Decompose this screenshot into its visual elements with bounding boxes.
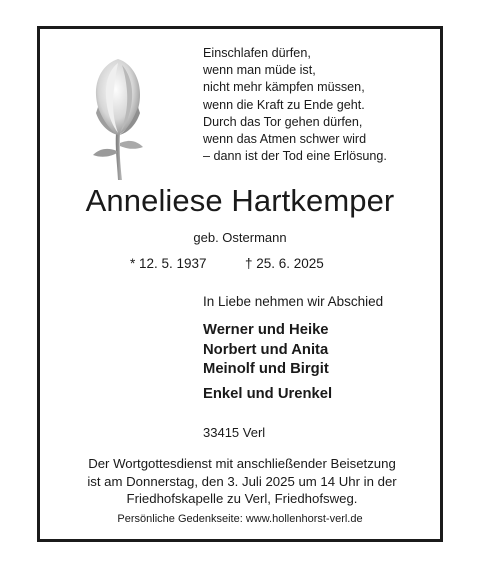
deceased-name: Anneliese Hartkemper xyxy=(85,183,395,218)
mourner-entry: Norbert und Anita xyxy=(203,341,329,358)
grandchildren: Enkel und Urenkel xyxy=(203,386,333,402)
birth-date: * 12. 5. 1937 xyxy=(130,256,207,271)
poem-line: wenn die Kraft zu Ende geht. xyxy=(203,97,365,112)
mourner-entry: Meinolf und Birgit xyxy=(203,361,329,377)
city: 33415 Verl xyxy=(203,425,266,440)
service-line: ist am Donnerstag, den 3. Juli 2025 um 14 Uhr in der xyxy=(87,473,397,489)
memorial-page-link[interactable]: Persönliche Gedenkseite: www.hollenhorst-verl.de xyxy=(117,513,363,525)
poem xyxy=(203,45,433,165)
service-line: Friedhofskapelle zu Verl, Friedhofsweg. xyxy=(126,491,358,506)
funeral-service-info xyxy=(52,455,432,508)
poem-line: wenn man müde ist, xyxy=(203,63,316,78)
poem-line: wenn das Atmen schwer wird xyxy=(203,132,367,147)
birth-name: geb. Ostermann xyxy=(193,230,287,245)
rose-icon xyxy=(83,55,153,180)
death-date: † 25. 6. 2025 xyxy=(245,256,324,271)
farewell-text: In Liebe nehmen wir Abschied xyxy=(203,294,384,309)
poem-line: nicht mehr kämpfen müssen, xyxy=(203,80,365,95)
poem-line: Durch das Tor gehen dürfen, xyxy=(203,114,363,129)
mourners-list xyxy=(203,321,329,380)
mourner-entry: Werner und Heike xyxy=(203,322,329,338)
poem-line: Einschlafen dürfen, xyxy=(203,46,311,60)
service-line: Der Wortgottesdienst mit anschließender Beisetzung xyxy=(88,456,396,471)
poem-line: – dann ist der Tod eine Erlösung. xyxy=(203,149,387,164)
